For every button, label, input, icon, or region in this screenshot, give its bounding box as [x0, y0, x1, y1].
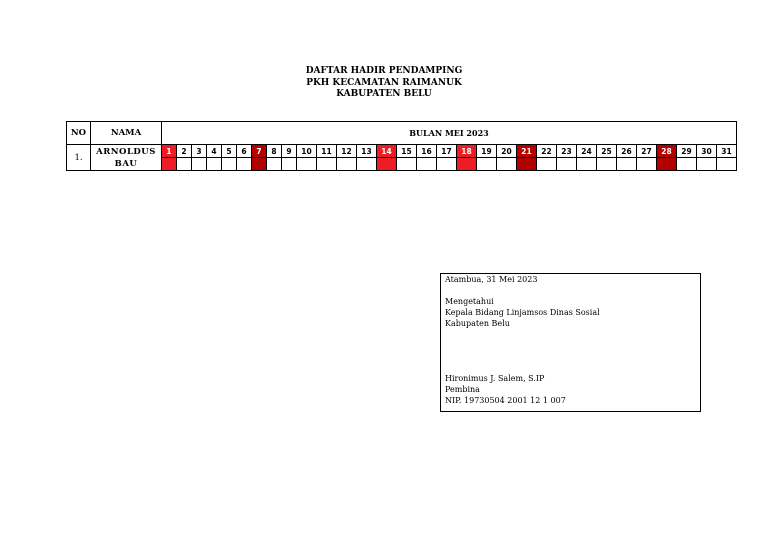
day-1: 1: [162, 145, 177, 158]
attendance-cell-21: [517, 158, 537, 171]
day-23: 23: [557, 145, 577, 158]
day-29: 29: [677, 145, 697, 158]
day-2: 2: [177, 145, 192, 158]
attendance-cell-8: [267, 158, 282, 171]
day-20: 20: [497, 145, 517, 158]
day-22: 22: [537, 145, 557, 158]
attendance-cell-23: [557, 158, 577, 171]
header-no: NO: [67, 122, 91, 145]
day-6: 6: [237, 145, 252, 158]
document-title: [0, 66, 768, 101]
day-24: 24: [577, 145, 597, 158]
day-7: 7: [252, 145, 267, 158]
day-16: 16: [417, 145, 437, 158]
attendance-cell-10: [297, 158, 317, 171]
attendance-cell-29: [677, 158, 697, 171]
signature-box: [440, 273, 701, 412]
day-5: 5: [222, 145, 237, 158]
attendance-cell-27: [637, 158, 657, 171]
attendance-cell-18: [457, 158, 477, 171]
attendance-cell-12: [337, 158, 357, 171]
day-25: 25: [597, 145, 617, 158]
title-line-3: KABUPATEN BELU: [336, 89, 432, 99]
attendance-cell-3: [192, 158, 207, 171]
attendance-cell-11: [317, 158, 337, 171]
day-15: 15: [397, 145, 417, 158]
mengetahui-label: Mengetahui: [445, 297, 494, 306]
day-26: 26: [617, 145, 637, 158]
attendance-cell-5: [222, 158, 237, 171]
attendance-cell-28: [657, 158, 677, 171]
day-19: 19: [477, 145, 497, 158]
attendance-cell-9: [282, 158, 297, 171]
attendance-table: [66, 121, 737, 171]
attendance-cell-16: [417, 158, 437, 171]
day-9: 9: [282, 145, 297, 158]
name-line-1: ARNOLDUS: [96, 146, 156, 157]
attendance-cell-26: [617, 158, 637, 171]
day-28: 28: [657, 145, 677, 158]
day-21: 21: [517, 145, 537, 158]
day-27: 27: [637, 145, 657, 158]
attendance-cell-30: [697, 158, 717, 171]
official-region: Kabupaten Belu: [445, 319, 510, 328]
day-10: 10: [297, 145, 317, 158]
place-date: Atambua, 31 Mei 2023: [445, 275, 538, 284]
day-3: 3: [192, 145, 207, 158]
row-name: [91, 145, 162, 171]
attendance-cell-15: [397, 158, 417, 171]
day-13: 13: [357, 145, 377, 158]
attendance-cell-13: [357, 158, 377, 171]
attendance-cell-31: [717, 158, 737, 171]
day-4: 4: [207, 145, 222, 158]
official-name: Hironimus J. Salem, S.IP: [445, 374, 545, 383]
day-17: 17: [437, 145, 457, 158]
header-nama: NAMA: [91, 122, 162, 145]
attendance-cell-14: [377, 158, 397, 171]
attendance-cell-17: [437, 158, 457, 171]
header-bulan: BULAN MEI 2023: [162, 122, 737, 145]
official-rank: Pembina: [445, 385, 480, 394]
title-line-2: PKH KECAMATAN RAIMANUK: [306, 77, 462, 88]
title-line-1: DAFTAR HADIR PENDAMPING: [305, 66, 463, 76]
attendance-cell-7: [252, 158, 267, 171]
day-18: 18: [457, 145, 477, 158]
attendance-cell-1: [162, 158, 177, 171]
attendance-cell-2: [177, 158, 192, 171]
attendance-cell-24: [577, 158, 597, 171]
day-30: 30: [697, 145, 717, 158]
attendance-cell-22: [537, 158, 557, 171]
official-position: Kepala Bidang Linjamsos Dinas Sosial: [445, 308, 600, 317]
day-31: 31: [717, 145, 737, 158]
day-11: 11: [317, 145, 337, 158]
official-nip: NIP. 19730504 2001 12 1 007: [445, 396, 566, 405]
row-number: 1.: [67, 145, 91, 171]
attendance-cell-4: [207, 158, 222, 171]
day-12: 12: [337, 145, 357, 158]
attendance-cell-20: [497, 158, 517, 171]
day-14: 14: [377, 145, 397, 158]
name-line-2: BAU: [114, 158, 138, 169]
attendance-cell-19: [477, 158, 497, 171]
day-8: 8: [267, 145, 282, 158]
attendance-cell-6: [237, 158, 252, 171]
attendance-cell-25: [597, 158, 617, 171]
